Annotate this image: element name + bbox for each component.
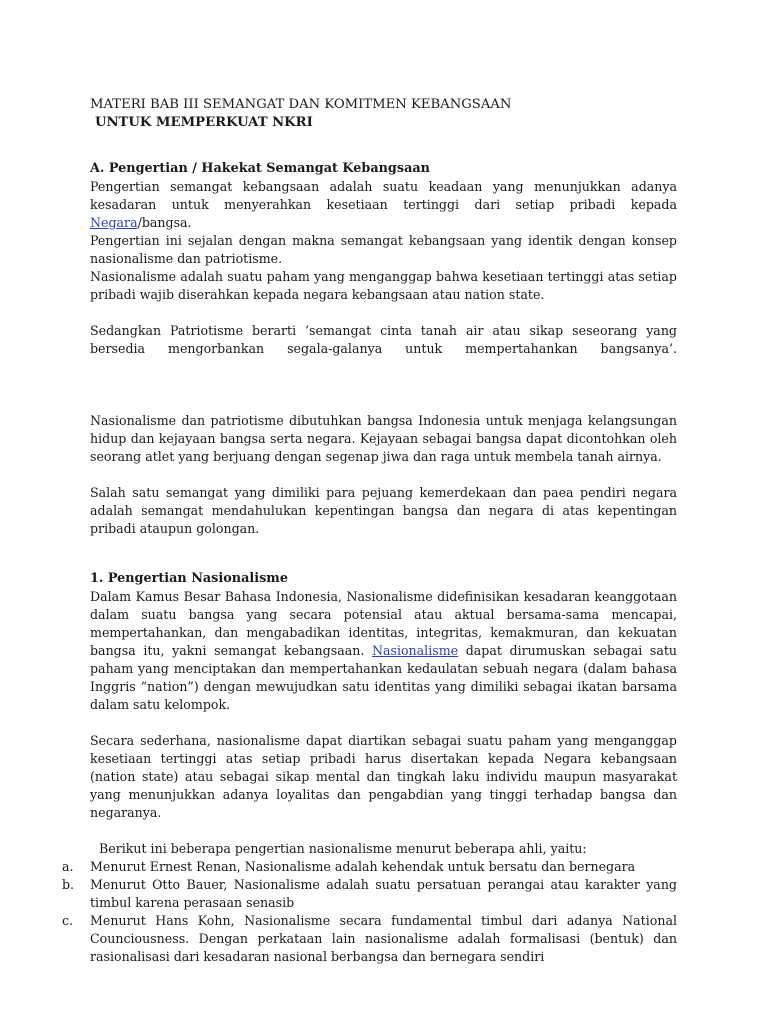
- list-marker: c.: [62, 913, 74, 928]
- list-item-text: Menurut Hans Kohn, Nasionalisme secara fundamental timbul dari adanya National Counciousness. Dengan perkataan lain nasionalisme adalah formalisasi (bentuk) dan rasionalisasi dari kesadaran nasional berbangsa dan bernegara sendiri: [90, 913, 677, 964]
- paragraph-text: Pengertian semangat kebangsaan adalah suatu keadaan yang menunjukkan adanya kesadaran untuk menyerahkan kesetiaan tertinggi dari setiap pribadi kepada: [90, 179, 677, 212]
- paragraph-text: /bangsa.: [137, 215, 192, 230]
- paragraph-text: Dalam Kamus Besar Bahasa Indonesia, Nasionalisme didefinisikan kesadaran keanggotaan dalam suatu bangsa yang secara potensial atau aktual bersama-sama mencapai, mempertahankan, dan mengabadikan identitas, integritas, kemakmuran, dan kekuatan bangsa itu, yakni semangat kebangsaan.: [90, 589, 677, 658]
- section-a-paragraph-1: [90, 178, 677, 232]
- experts-list: [62, 858, 677, 966]
- section-a-heading: A. Pengertian / Hakekat Semangat Kebangsaan: [90, 161, 430, 176]
- list-item: [62, 858, 677, 876]
- section-a-paragraph-5: Nasionalisme dan patriotisme dibutuhkan bangsa Indonesia untuk menjaga kelangsungan hidup dan kejayaan bangsa serta negara. Kejayaan sebagai bangsa dapat dicontohkan oleh seorang atlet yang berjuang dengan segenap jiwa dan raga untuk membela tanah airnya.: [90, 413, 677, 464]
- document-subtitle: UNTUK MEMPERKUAT NKRI: [95, 115, 313, 130]
- list-item: [62, 876, 677, 912]
- section-a: [90, 160, 677, 538]
- list-item-text: Menurut Ernest Renan, Nasionalisme adalah kehendak untuk bersatu dan bernegara: [90, 859, 636, 874]
- section-1-paragraph-1: [90, 588, 677, 714]
- nasionalisme-link[interactable]: Nasionalisme: [371, 643, 459, 658]
- section-a-paragraph-2: Pengertian ini sejalan dengan makna semangat kebangsaan yang identik dengan konsep nasionalisme dan patriotisme.: [90, 233, 677, 266]
- section-a-paragraph-4: Sedangkan Patriotisme berarti ‘semangat cinta tanah air atau sikap seseorang yang bersedia mengorbankan segala-galanya untuk mempertahankan bangsanya’.: [90, 323, 677, 356]
- list-marker: a.: [62, 859, 74, 874]
- section-1: [62, 570, 677, 966]
- list-marker: b.: [62, 877, 75, 892]
- list-item: [62, 912, 677, 966]
- document-body: [62, 96, 677, 966]
- section-1-paragraph-2: Secara sederhana, nasionalisme dapat diartikan sebagai suatu paham yang menganggap kesetiaan tertinggi atas setiap pribadi harus disertakan kepada Negara kebangsaan (nation state) atau sebagai sikap mental dan tingkah laku individu maupun masyarakat yang menunjukkan adanya loyalitas dan pengabdian yang tinggi terhadap bangsa dan negaranya.: [90, 733, 677, 820]
- list-item-text: Menurut Otto Bauer, Nasionalisme adalah suatu persatuan perangai atau karakter yang timbul karena perasaan senasib: [90, 877, 677, 910]
- document-title: MATERI BAB III SEMANGAT DAN KOMITMEN KEBANGSAAN: [90, 97, 512, 112]
- section-1-heading: 1. Pengertian Nasionalisme: [90, 571, 288, 586]
- section-a-paragraph-3: Nasionalisme adalah suatu paham yang menganggap bahwa kesetiaan tertinggi atas setiap pribadi wajib diserahkan kepada negara kebangsaan atau nation state.: [90, 269, 677, 302]
- paragraph-text: dapat dirumuskan sebagai satu paham yang menciptakan dan mempertahankan kedaulatan sebuah negara (dalam bahasa Inggris “nation”) dengan mewujudkan satu identitas yang dimiliki sebagai ikatan barsama dalam satu kelompok.: [90, 643, 677, 712]
- negara-link[interactable]: Negara: [90, 215, 138, 230]
- list-intro: Berikut ini beberapa pengertian nasionalisme menurut beberapa ahli, yaitu:: [99, 841, 587, 856]
- section-a-paragraph-6: Salah satu semangat yang dimiliki para pejuang kemerdekaan dan paea pendiri negara adalah semangat mendahulukan kepentingan bangsa dan negara di atas kepentingan pribadi ataupun golongan.: [90, 485, 677, 536]
